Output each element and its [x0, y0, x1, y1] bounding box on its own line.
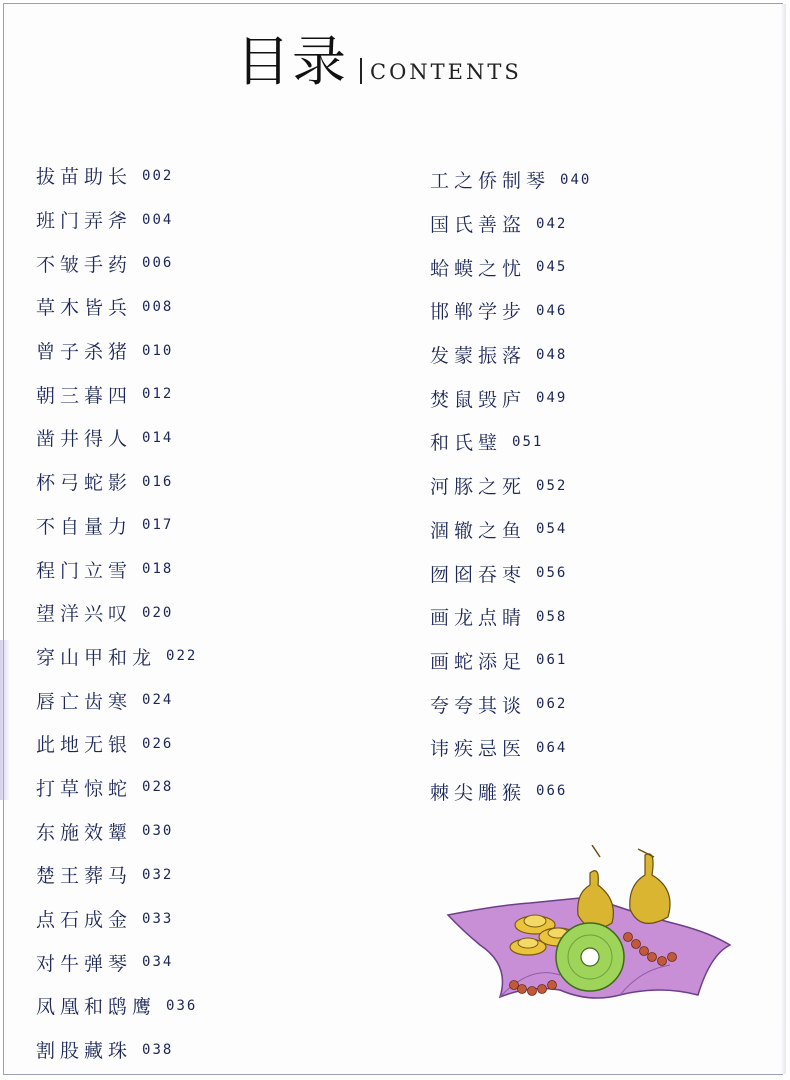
toc-entry-page: 026 [142, 735, 174, 752]
toc-entry-page: 033 [142, 910, 174, 927]
toc-entry-page: 028 [142, 779, 174, 796]
toc-entry-page: 014 [142, 429, 174, 446]
toc-entry-title: 画蛇添足 [430, 650, 527, 673]
toc-entry-page: 018 [142, 561, 174, 578]
toc-entry [36, 154, 197, 198]
toc-entry [430, 420, 591, 464]
toc-entry-title: 程门立雪 [36, 559, 133, 582]
toc-entry-title: 望洋兴叹 [36, 603, 133, 626]
toc-entry [430, 158, 591, 202]
toc-entry-page: 049 [536, 390, 568, 407]
toc-entry-page: 056 [536, 565, 568, 582]
page-edge-shadow [780, 4, 786, 1074]
toc-entry-title: 东施效颦 [36, 821, 133, 844]
toc-entry-title: 不自量力 [36, 515, 133, 538]
toc-entry-title: 囫囵吞枣 [430, 563, 527, 586]
toc-entry [430, 551, 591, 595]
toc-entry [430, 333, 591, 377]
toc-entry-page: 038 [142, 1041, 174, 1058]
toc-entry [36, 1028, 197, 1072]
toc-entry-title: 发蒙振落 [430, 345, 527, 368]
toc-entry-page: 016 [142, 473, 174, 490]
toc-entry-title: 河豚之死 [430, 476, 527, 499]
toc-entry-page: 061 [536, 652, 568, 669]
toc-entry-page: 004 [142, 211, 174, 228]
toc-entry-title: 楚王葬马 [36, 865, 133, 888]
toc-entry [36, 635, 197, 679]
toc-entry [430, 289, 591, 333]
toc-entry-title: 工之侨制琴 [430, 170, 551, 193]
toc-entry-page: 022 [166, 648, 198, 665]
toc-entry [430, 682, 591, 726]
jade-disc [556, 923, 624, 991]
toc-entry-title: 杯弓蛇影 [36, 472, 133, 495]
toc-entry-title: 棘尖雕猴 [430, 781, 527, 804]
toc-entry [430, 770, 591, 814]
toc-entry-title: 讳疾忌医 [430, 738, 527, 761]
toc-entry [36, 897, 197, 941]
toc-entry-title: 拔苗助长 [36, 166, 133, 189]
toc-entry-title: 画龙点睛 [430, 607, 527, 630]
title-divider [360, 58, 362, 84]
toc-entry [36, 591, 197, 635]
toc-entry [36, 285, 197, 329]
toc-entry-title: 割股藏珠 [36, 1040, 133, 1063]
toc-entry [430, 595, 591, 639]
toc-entry-page: 034 [142, 954, 174, 971]
toc-entry-title: 焚鼠毁庐 [430, 388, 527, 411]
toc-entry-page: 036 [166, 997, 198, 1014]
toc-entry-title: 草木皆兵 [36, 297, 133, 320]
toc-entry-title: 凤凰和鸱鹰 [36, 996, 157, 1019]
toc-entry-page: 066 [536, 783, 568, 800]
toc-entry-title: 点石成金 [36, 909, 133, 932]
toc-entry [36, 678, 197, 722]
toc-entry [430, 245, 591, 289]
toc-left-column [36, 154, 197, 1071]
toc-entry [36, 504, 197, 548]
toc-entry [430, 726, 591, 770]
toc-entry [430, 202, 591, 246]
toc-entry [36, 372, 197, 416]
treasure-illustration [440, 845, 740, 1015]
toc-entry [36, 722, 197, 766]
toc-entry [36, 241, 197, 285]
toc-entry-page: 030 [142, 823, 174, 840]
toc-entry-page: 020 [142, 604, 174, 621]
toc-entry-page: 024 [142, 692, 174, 709]
toc-entry-page: 058 [536, 608, 568, 625]
toc-entry-page: 045 [536, 259, 568, 276]
toc-entry-page: 017 [142, 517, 174, 534]
toc-entry-title: 唇亡齿寒 [36, 690, 133, 713]
toc-entry [36, 329, 197, 373]
page-edge-color [0, 640, 10, 800]
toc-entry [36, 766, 197, 810]
toc-entry-title: 此地无银 [36, 734, 133, 757]
toc-entry [36, 416, 197, 460]
toc-entry-title: 夸夸其谈 [430, 694, 527, 717]
toc-entry-page: 064 [536, 739, 568, 756]
toc-entry-page: 062 [536, 696, 568, 713]
toc-entry-page: 051 [512, 433, 544, 450]
toc-entry-title: 曾子杀猪 [36, 341, 133, 364]
toc-entry-title: 不皱手药 [36, 253, 133, 276]
toc-entry-page: 012 [142, 386, 174, 403]
toc-entry-title: 蛤蟆之忧 [430, 257, 527, 280]
toc-entry [36, 853, 197, 897]
toc-entry-page: 054 [536, 521, 568, 538]
toc-entry [430, 376, 591, 420]
toc-entry-page: 052 [536, 477, 568, 494]
toc-entry-page: 010 [142, 342, 174, 359]
toc-right-column [430, 158, 591, 813]
toc-entry-page: 002 [142, 167, 174, 184]
toc-entry [36, 460, 197, 504]
contents-header [236, 22, 522, 92]
toc-entry-title: 穿山甲和龙 [36, 646, 157, 669]
toc-entry [36, 198, 197, 242]
toc-entry-title: 邯郸学步 [430, 301, 527, 324]
toc-entry [430, 639, 591, 683]
toc-entry [36, 984, 197, 1028]
toc-entry-title: 凿井得人 [36, 428, 133, 451]
toc-entry-page: 042 [536, 215, 568, 232]
toc-entry-title: 涸辙之鱼 [430, 519, 527, 542]
toc-entry-page: 032 [142, 866, 174, 883]
toc-entry-title: 班门弄斧 [36, 210, 133, 233]
toc-entry-page: 046 [536, 302, 568, 319]
toc-entry [430, 508, 591, 552]
page-title-english: CONTENTS [370, 60, 522, 84]
toc-entry [430, 464, 591, 508]
toc-entry-title: 打草惊蛇 [36, 777, 133, 800]
toc-entry-title: 朝三暮四 [36, 384, 133, 407]
toc-entry [36, 547, 197, 591]
toc-entry-page: 040 [560, 171, 592, 188]
toc-entry-title: 和氏璧 [430, 432, 503, 455]
toc-entry-page: 048 [536, 346, 568, 363]
toc-entry-page: 006 [142, 255, 174, 272]
page-title: 目录 [236, 30, 348, 93]
toc-entry-title: 对牛弹琴 [36, 952, 133, 975]
toc-entry-page: 008 [142, 298, 174, 315]
toc-entry [36, 809, 197, 853]
toc-entry [36, 940, 197, 984]
toc-entry-title: 国氏善盗 [430, 214, 527, 237]
